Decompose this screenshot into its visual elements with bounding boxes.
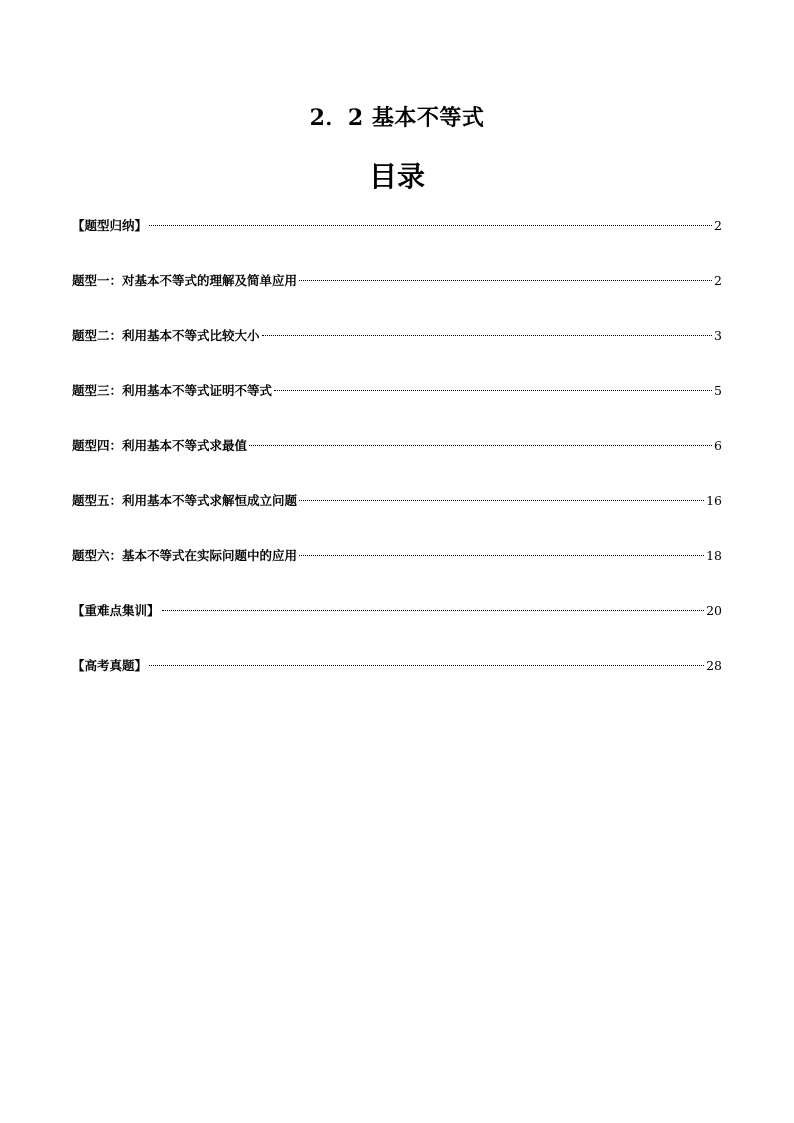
toc-entry-type-6[interactable]	[72, 544, 722, 568]
toc-dot-leader	[262, 335, 713, 336]
toc-page-number: 28	[706, 658, 722, 673]
toc-entry-label: 【高考真题】	[72, 658, 148, 673]
document-title: 2．2 基本不等式	[309, 105, 485, 131]
toc-entry-type-2[interactable]	[72, 324, 722, 348]
toc-dot-leader	[274, 390, 712, 391]
toc-entry-label: 【题型归纳】	[72, 218, 148, 233]
toc-dot-leader	[299, 500, 704, 501]
toc-entry-type-3[interactable]	[72, 379, 722, 403]
toc-heading: 目录	[368, 160, 425, 193]
toc-entry-label: 题型二：利用基本不等式比较大小	[72, 328, 260, 343]
toc-entry-label: 题型一：对基本不等式的理解及简单应用	[72, 273, 298, 288]
toc-entry-label: 题型四：利用基本不等式求最值	[72, 438, 248, 453]
toc-dot-leader	[149, 225, 712, 226]
toc-page-number: 2	[714, 273, 722, 288]
toc-dot-leader	[249, 445, 712, 446]
toc-entry-type-4[interactable]	[72, 434, 722, 458]
toc-page-number: 18	[706, 548, 722, 563]
toc-entry-label: 题型六：基本不等式在实际问题中的应用	[72, 548, 298, 563]
toc-entry-label: 题型五：利用基本不等式求解恒成立问题	[72, 493, 298, 508]
toc-entry-gaokao-questions[interactable]	[72, 654, 722, 678]
toc-entry-label: 【重难点集训】	[72, 603, 160, 618]
table-of-contents	[72, 214, 722, 709]
toc-page-number: 2	[714, 218, 722, 233]
toc-page-number: 5	[714, 383, 722, 398]
toc-entry-key-difficult-training[interactable]	[72, 599, 722, 623]
toc-dot-leader	[299, 555, 704, 556]
toc-page-number: 20	[706, 603, 722, 618]
toc-entry-type-5[interactable]	[72, 489, 722, 513]
toc-dot-leader	[149, 665, 704, 666]
toc-entry-question-types[interactable]	[72, 214, 722, 238]
toc-entry-label: 题型三：利用基本不等式证明不等式	[72, 383, 273, 398]
toc-entry-type-1[interactable]	[72, 269, 722, 293]
toc-page-number: 6	[714, 438, 722, 453]
toc-page-number: 3	[714, 328, 722, 343]
toc-dot-leader	[162, 610, 705, 611]
toc-page-number: 16	[706, 493, 722, 508]
toc-dot-leader	[299, 280, 712, 281]
